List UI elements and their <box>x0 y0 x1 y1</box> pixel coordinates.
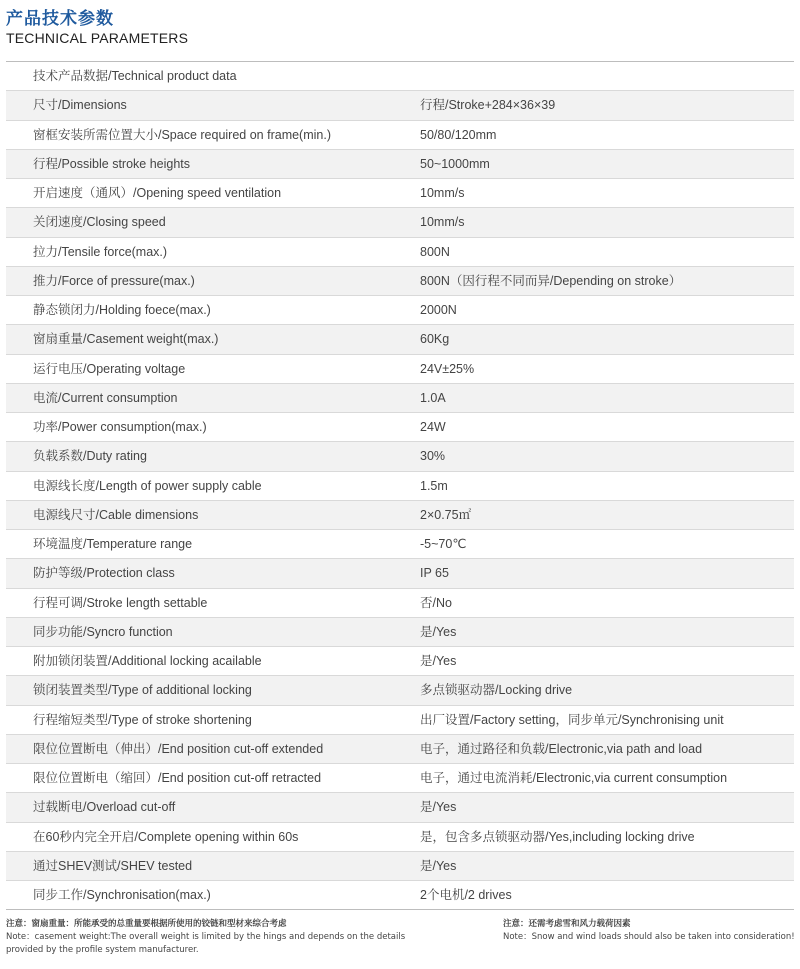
note-snow-wind <box>503 918 794 944</box>
table-row <box>6 589 794 618</box>
parameter-label: 尺寸/Dimensions <box>33 98 127 113</box>
parameter-label: 限位位置断电（缩回）/End position cut-off retracted <box>33 771 322 785</box>
table-row <box>6 764 794 793</box>
table-row <box>6 121 794 150</box>
table-row <box>6 647 794 676</box>
page-title-chinese: 产品技术参数 <box>6 9 114 29</box>
note-right-chinese: 注意：还需考虑雪和风力载荷因素 <box>503 919 631 929</box>
parameter-label: 窗扇重量/Casement weight(max.) <box>33 332 219 347</box>
table-row <box>6 179 794 208</box>
note-left-english-line1: Note：casement weight:The overall weight is limited by the hings and depends on the details <box>6 932 406 942</box>
parameter-label: 限位位置断电（伸出）/End position cut-off extended <box>33 741 324 756</box>
parameter-value: 30% <box>420 449 446 464</box>
table-row <box>6 296 794 325</box>
parameter-label: 行程可调/Stroke length settable <box>33 595 208 610</box>
parameter-value: 1.0A <box>420 390 446 405</box>
table-row <box>6 472 794 501</box>
parameter-label: 电源线尺寸/Cable dimensions <box>33 507 199 522</box>
parameter-value: 是，包含多点锁驱动器/Yes,including locking drive <box>420 829 695 844</box>
parameter-label: 锁闭装置类型/Type of additional locking <box>33 683 252 698</box>
table-row <box>6 62 794 91</box>
parameter-value: 50~1000mm <box>420 156 490 171</box>
table-row <box>6 530 794 559</box>
parameter-value: 2个电机/2 drives <box>420 888 512 902</box>
parameter-label: 关闭速度/Closing speed <box>33 215 166 230</box>
note-left-chinese: 注意：窗扇重量：所能承受的总重量要根据所使用的铰链和型材来综合考虑 <box>6 919 287 929</box>
parameter-label: 环境温度/Temperature range <box>33 537 193 551</box>
table-row <box>6 823 794 852</box>
parameter-label: 过载断电/Overload cut-off <box>33 800 176 815</box>
parameter-value: 是/Yes <box>420 800 457 815</box>
table-row <box>6 442 794 471</box>
note-right-english: Note：Snow and wind loads should also be taken into consideration! <box>503 932 795 942</box>
table-row <box>6 150 794 179</box>
parameter-value: 1.5m <box>420 478 448 493</box>
parameter-label: 同步功能/Syncro function <box>33 624 173 639</box>
parameter-label: 通过SHEV测试/SHEV tested <box>33 858 193 873</box>
parameter-label: 负载系数/Duty rating <box>33 449 147 464</box>
table-row <box>6 881 794 910</box>
parameter-label: 开启速度（通风）/Opening speed ventilation <box>33 186 282 200</box>
parameter-label: 同步工作/Synchronisation(max.) <box>33 888 211 902</box>
parameter-label: 运行电压/Operating voltage <box>33 361 186 376</box>
table-row <box>6 413 794 442</box>
parameter-label: 电流/Current consumption <box>33 390 178 405</box>
parameter-label: 在60秒内完全开启/Complete opening within 60s <box>33 829 299 844</box>
parameter-label: 防护等级/Protection class <box>33 566 175 581</box>
parameter-value: 10mm/s <box>420 186 465 200</box>
parameter-value: 2×0.75㎡ <box>420 507 472 522</box>
table-row <box>6 208 794 237</box>
table-row <box>6 559 794 588</box>
table-row <box>6 852 794 881</box>
table-row <box>6 706 794 735</box>
table-row <box>6 384 794 413</box>
parameter-value: 是/Yes <box>420 624 457 639</box>
table-row <box>6 238 794 267</box>
parameter-value: 否/No <box>420 595 452 610</box>
parameter-value: 24V±25% <box>420 361 475 376</box>
parameter-value: 24W <box>420 420 446 434</box>
parameter-label: 行程/Possible stroke heights <box>33 156 191 171</box>
note-casement-weight <box>6 918 426 957</box>
parameter-label: 功率/Power consumption(max.) <box>33 420 207 434</box>
table-row <box>6 501 794 530</box>
parameter-value: IP 65 <box>420 566 449 581</box>
table-row <box>6 735 794 764</box>
table-row <box>6 325 794 354</box>
table-row <box>6 793 794 822</box>
parameter-value: 50/80/120mm <box>420 127 497 142</box>
parameter-value: 电子，通过路径和负载/Electronic,via path and load <box>420 741 703 756</box>
parameter-value: 是/Yes <box>420 654 457 668</box>
parameter-value: 电子，通过电流消耗/Electronic,via current consumption <box>420 771 728 785</box>
table-row <box>6 618 794 647</box>
parameter-value: 10mm/s <box>420 215 465 230</box>
parameter-value: 800N（因行程不同而异/Depending on stroke） <box>420 273 682 288</box>
parameter-label: 行程缩短类型/Type of stroke shortening <box>33 712 252 727</box>
parameter-label: 拉力/Tensile force(max.) <box>33 244 168 259</box>
note-left-english-line2: provided by the profile system manufacturer. <box>6 945 199 955</box>
parameters-table <box>6 61 794 910</box>
parameter-value: 行程/Stroke+284×36×39 <box>420 98 556 113</box>
parameter-value: 多点锁驱动器/Locking drive <box>420 683 573 698</box>
parameter-value: 2000N <box>420 303 457 317</box>
parameter-value: 800N <box>420 244 450 259</box>
table-row <box>6 355 794 384</box>
parameter-label: 推力/Force of pressure(max.) <box>33 273 195 288</box>
parameter-label: 电源线长度/Length of power supply cable <box>33 478 262 493</box>
parameter-value: 60Kg <box>420 332 450 347</box>
parameter-label: 技术产品数据/Technical product data <box>33 69 237 83</box>
parameter-value: 出厂设置/Factory setting，同步单元/Synchronising unit <box>420 712 724 727</box>
parameter-label: 附加锁闭装置/Additional locking acailable <box>33 654 262 668</box>
page-title-english: TECHNICAL PARAMETERS <box>6 30 189 46</box>
parameter-label: 静态锁闭力/Holding foece(max.) <box>33 303 211 317</box>
parameter-value: -5~70℃ <box>420 537 467 551</box>
table-row <box>6 267 794 296</box>
table-row <box>6 676 794 705</box>
parameter-label: 窗框安装所需位置大小/Space required on frame(min.) <box>33 127 331 142</box>
parameter-value: 是/Yes <box>420 858 457 873</box>
table-row <box>6 91 794 120</box>
notes-section <box>6 918 794 968</box>
